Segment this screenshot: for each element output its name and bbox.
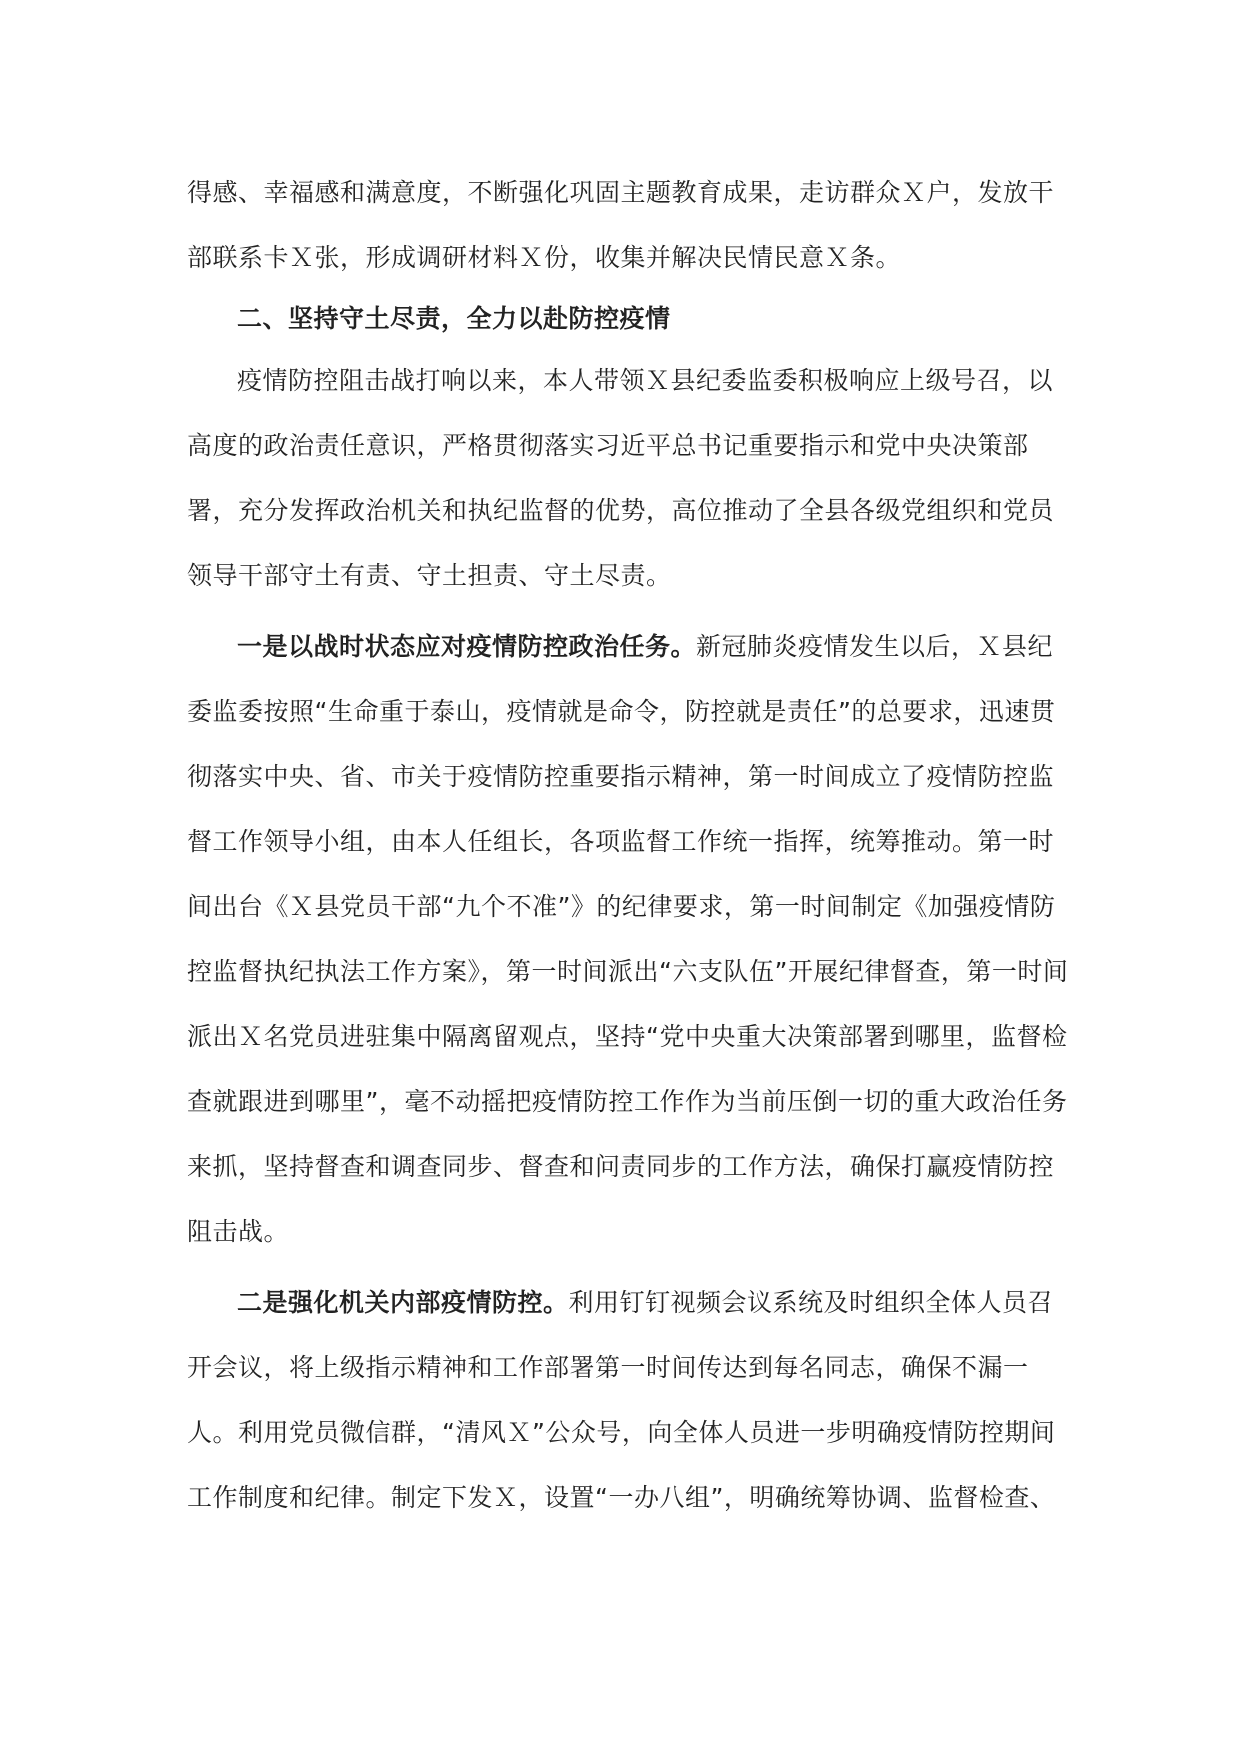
item-1-lead: 一是以战时状态应对疫情防控政治任务。 [237, 632, 697, 661]
paragraph-continuation: 得感、幸福感和满意度，不断强化巩固主题教育成果，走访群众Ｘ户，发放干部联系卡Ｘ张，形成调研材料Ｘ份，收集并解决民情民意Ｘ条。 [187, 178, 1055, 272]
item-2-text: 利用钉钉视频会议系统及时组织全体人员召开会议，将上级指示精神和工作部署第一时间传达到每名同志，确保不漏一人。利用党员微信群，“清风Ｘ”公众号，向全体人员进一步明确疫情防控期间工作制度和纪律。制定下发Ｘ，设置“一办八组”，明确统筹协调、监督检查、 [187, 1288, 1056, 1512]
section-heading: 二、坚持守土尽责，全力以赴防控疫情 [237, 304, 671, 333]
document-page [187, 160, 1077, 1530]
paragraph-item-1 [187, 614, 1077, 1264]
item-1-text: 新冠肺炎疫情发生以后，Ｘ县纪委监委按照“生命重于泰山，疫情就是命令，防控就是责任”的总要求，迅速贯彻落实中央、省、市关于疫情防控重要指示精神，第一时间成立了疫情防控监督工作领导小组，由本人任组长，各项监督工作统一指挥，统筹推动。第一时间出台《Ｘ县党员干部“九个不准”》的纪律要求，第一时间制定《加强疫情防控监督执纪执法工作方案》，第一时间派出“六支队伍”开展纪律督查，第一时间派出Ｘ名党员进驻集中隔离留观点，坚持“党中央重大决策部署到哪里，监督检查就跟进到哪里”，毫不动摇把疫情防控工作作为当前压倒一切的重大政治任务来抓，坚持督查和调查同步、督查和问责同步的工作方法，确保打赢疫情防控阻击战。 [187, 632, 1069, 1246]
paragraph-item-2 [187, 1270, 1077, 1530]
item-2-lead: 二是强化机关内部疫情防控。 [237, 1288, 569, 1317]
paragraph-intro: 疫情防控阻击战打响以来，本人带领Ｘ县纪委监委积极响应上级号召，以高度的政治责任意识，严格贯彻落实习近平总书记重要指示和党中央决策部署，充分发挥政治机关和执纪监督的优势，高位推动了全县各级党组织和党员领导干部守土有责、守土担责、守土尽责。 [187, 366, 1055, 590]
